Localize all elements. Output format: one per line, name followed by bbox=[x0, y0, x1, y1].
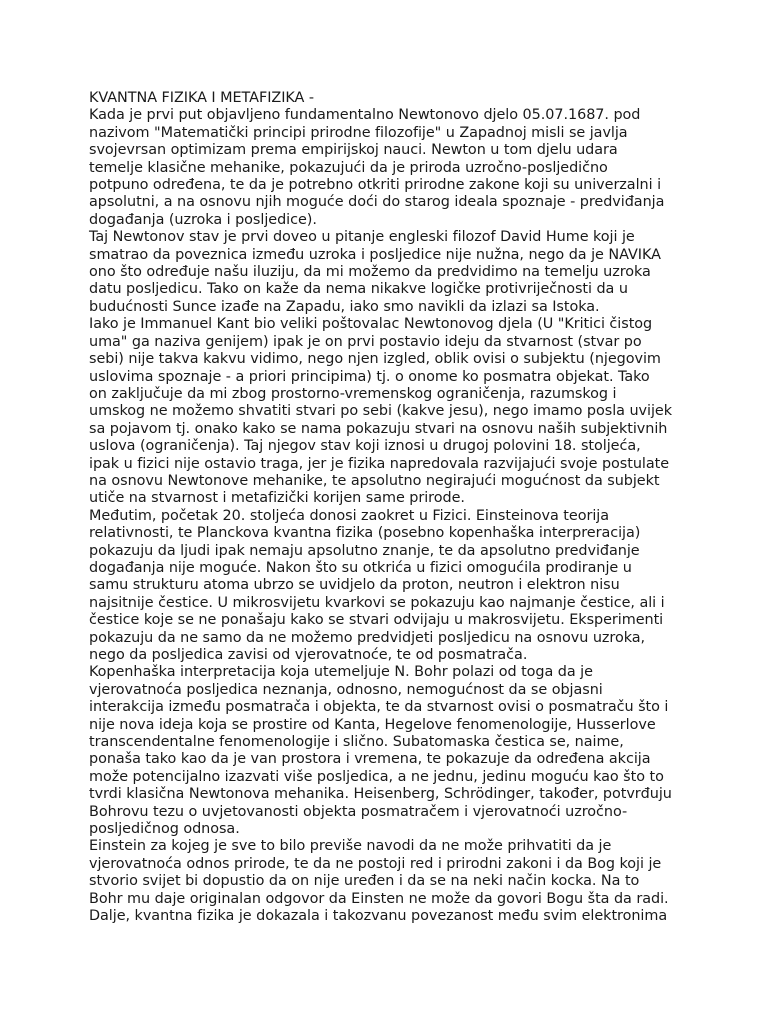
text-line: nije nova ideja koja se prostire od Kanta, Hegelove fenomenologije, Husserlove bbox=[89, 716, 656, 733]
text-line: umskog ne možemo shvatiti stvari po sebi (kakve jesu), nego imamo posla uvijek bbox=[89, 403, 672, 420]
text-line: potpuno određena, te da je potrebno otkriti prirodne zakone koji su univerzalni i bbox=[89, 177, 662, 194]
text-line: transcendentalne fenomenologije i slično. Subatomaska čestica se, naime, bbox=[89, 734, 624, 751]
text-line: na osnovu Newtonove mehanike, te apsolutno negirajući mogućnost da subjekt bbox=[89, 472, 660, 489]
text-line: Međutim, početak 20. stoljeća donosi zaokret u Fizici. Einsteinova teorija bbox=[89, 507, 609, 524]
text-line: utiče na stvarnost i metafizički korijen same prirode. bbox=[89, 490, 465, 507]
text-line: posljedičnog odnosa. bbox=[89, 821, 240, 838]
text-line: apsolutni, a na osnovu njih moguće doći do starog ideala spoznaje - predviđanja bbox=[89, 194, 665, 211]
text-line: svojevrsan optimizam prema empirijskoj nauci. Newton u tom djelu udara bbox=[89, 142, 618, 159]
text-line: relativnosti, te Planckova kvantna fizika (posebno kopenhaška interpreracija) bbox=[89, 525, 641, 542]
text-line: temelje klasične mehanike, pokazujući da je priroda uzročno-posljedično bbox=[89, 159, 608, 176]
text-line: Kopenhaška interpretacija koja utemeljuje N. Bohr polazi od toga da je bbox=[89, 664, 593, 681]
text-line: čestice koje se ne ponašaju kako se stvari odvijaju u makrosvijetu. Eksperimenti bbox=[89, 612, 664, 629]
text-line: stvorio svijet bi dopustio da on nije uređen i da se na neki način kocka. Na to bbox=[89, 873, 640, 890]
text-line: Dalje, kvantna fizika je dokazala i takozvanu povezanost među svim elektronima bbox=[89, 908, 668, 925]
text-line: pokazuju da ljudi ipak nemaju apsolutno znanje, te da apsolutno predviđanje bbox=[89, 542, 640, 559]
text-line: vjerovatnoća posljedica neznanja, odnosno, nemogućnost da se objasni bbox=[89, 681, 603, 698]
text-line: vjerovatnoća odnos prirode, te da ne postoji red i prirodni zakoni i da Bog koji je bbox=[89, 855, 662, 872]
document-title: KVANTNA FIZIKA I METAFIZIKA - bbox=[89, 90, 314, 106]
text-line: ono što određuje našu iluziju, da mi možemo da predvidimo na temelju uzroka bbox=[89, 264, 651, 281]
text-line: Bohr mu daje originalan odgovor da Einsten ne može da govori Bogu šta da radi. bbox=[89, 890, 669, 907]
text-line: ponaša tako kao da je van prostora i vremena, te pokazuje da određena akcija bbox=[89, 751, 651, 768]
document-body-text bbox=[89, 90, 729, 926]
text-line: Einstein za kojeg je sve to bilo previše navodi da ne može prihvatiti da je bbox=[89, 838, 612, 855]
text-line: Kada je prvi put objavljeno fundamentalno Newtonovo djelo 05.07.1687. pod bbox=[89, 107, 641, 124]
text-line: tvrdi klasična Newtonova mehanika. Heisenberg, Schrödinger, također, potvrđuju bbox=[89, 786, 672, 803]
text-line: nazivom "Matematički principi prirodne filozofije" u Zapadnoj misli se javlja bbox=[89, 124, 628, 141]
text-line: datu posljedicu. Tako on kaže da nema nikakve logičke protivriječnosti da u bbox=[89, 281, 628, 298]
text-line: uma" ga naziva genijem) ipak je on prvi postavio ideju da stvarnost (stvar po bbox=[89, 333, 642, 350]
text-line: Bohrovu tezu o uvjetovanosti objekta posmatračem i vjerovatnoći uzročno- bbox=[89, 803, 628, 820]
text-line: događanja (uzroka i posljedice). bbox=[89, 211, 317, 228]
text-line: uslovima spoznaje - a priori principima) tj. o onome ko posmatra objekat. Tako bbox=[89, 368, 650, 385]
text-line: sebi) nije takva kakvu vidimo, nego njen izgled, oblik ovisi o subjektu (njegovim bbox=[89, 351, 661, 368]
text-line: najsitnije čestice. U mikrosvijetu kvarkovi se pokazuju kao najmanje čestice, ali i bbox=[89, 594, 665, 611]
text-line: nego da posljedica zavisi od vjerovatnoće, te od posmatrača. bbox=[89, 647, 528, 663]
text-line: ipak u fizici nije ostavio traga, jer je fizika napredovala razvijajući svoje postulate bbox=[89, 455, 670, 472]
text-line: interakcija između posmatrača i objekta, te da stvarnost ovisi o posmatraču što i bbox=[89, 699, 669, 716]
text-line: smatrao da poveznica između uzroka i posljedice nije nužna, nego da je NAVIKA bbox=[89, 246, 661, 263]
text-line: može potencijalno izazvati više posljedica, a ne jednu, jedinu moguću kao što to bbox=[89, 768, 664, 785]
text-line: Iako je Immanuel Kant bio veliki poštovalac Newtonovog djela (U "Kritici čistog bbox=[89, 316, 653, 333]
text-line: uslova (ograničenja). Taj njegov stav koji iznosi u drugoj polovini 18. stoljeća, bbox=[89, 438, 641, 455]
text-line: događanja nije moguće. Nakon što su otkrića u fizici omogućila prodiranje u bbox=[89, 559, 632, 576]
text-line: on zaključuje da mi zbog prostorno-vremenskog ograničenja, razumskog i bbox=[89, 385, 617, 402]
text-line: sa pojavom tj. onako kako se nama pokazuju stvari na osnovu naših subjektivnih bbox=[89, 420, 668, 437]
text-line: budućnosti Sunce izađe na Zapadu, iako smo navikli da izlazi sa Istoka. bbox=[89, 298, 600, 315]
text-line: Taj Newtonov stav je prvi doveo u pitanje engleski filozof David Hume koji je bbox=[89, 229, 635, 246]
text-line: samu strukturu atoma ubrzo se uvidjelo da proton, neutron i elektron nisu bbox=[89, 577, 620, 594]
text-line: pokazuju da ne samo da ne možemo predvidjeti posljedicu na osnovu uzroka, bbox=[89, 629, 646, 646]
